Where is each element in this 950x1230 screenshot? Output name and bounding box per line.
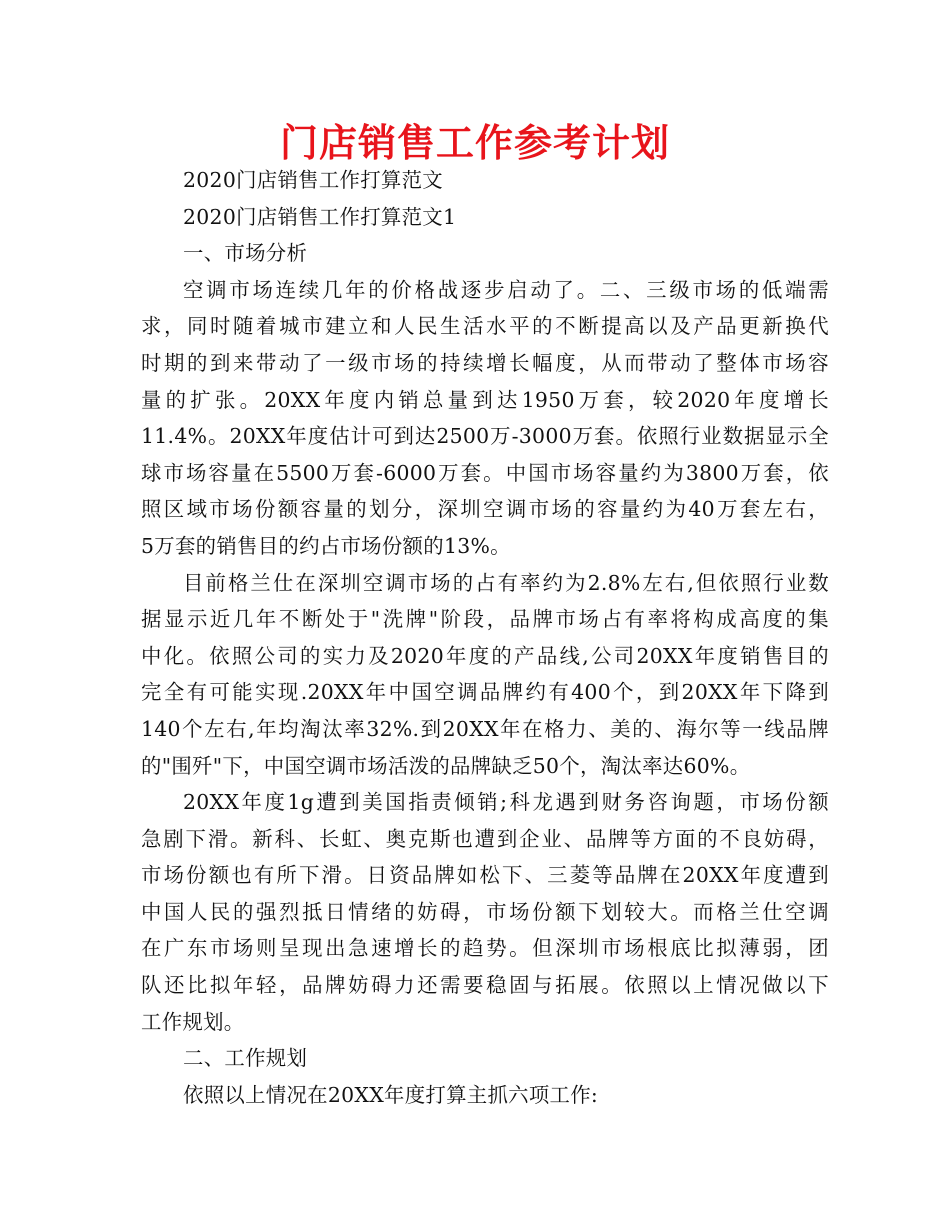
document-body: [141, 162, 829, 1113]
subtitle-line: 2020门店销售工作打算范文1: [183, 204, 457, 229]
paragraph-line: 求，同时随着城市建立和人民生活水平的不断提高以及产品更新换代: [141, 314, 829, 339]
paragraph-line: 在广东市场则呈现出急速增长的趋势。但深圳市场根底比拟薄弱，团: [141, 936, 829, 961]
paragraph-line: 中化。依照公司的实力及2020年度的产品线,公司20XX年度销售目的: [141, 643, 829, 668]
paragraph-line: 球市场容量在5500万套-6000万套。中国市场容量约为3800万套，依: [141, 460, 829, 485]
paragraph-line: 时期的到来带动了一级市场的持续增长幅度，从而带动了整体市场容: [141, 350, 829, 375]
paragraph-line: 完全有可能实现.20XX年中国空调品牌约有400个，到20XX年下降到: [141, 680, 829, 705]
subtitle-line: 2020门店销售工作打算范文: [183, 168, 443, 192]
paragraph-line: 量的扩张。20XX年度内销总量到达1950万套，较2020年度增长: [141, 387, 829, 412]
document-title: 门店销售工作参考计划: [279, 121, 670, 165]
paragraph-line: 急剧下滑。新科、长虹、奥克斯也遭到企业、品牌等方面的不良妨碍，: [141, 826, 829, 851]
paragraph-line: 依照以上情况在20XX年度打算主抓六项工作:: [183, 1082, 599, 1107]
paragraph-line: 市场份额也有所下滑。日资品牌如松下、三菱等品牌在20XX年度遭到: [141, 863, 829, 888]
section-heading: 二、工作规划: [183, 1046, 308, 1071]
paragraph-line: 空调市场连续几年的价格战逐步启动了。二、三级市场的低端需: [183, 277, 829, 302]
paragraph-line: 目前格兰仕在深圳空调市场的占有率约为2.8%左右,但依照行业数: [183, 570, 829, 595]
paragraph-line: 20XX年度1g遭到美国指责倾销;科龙遇到财务咨询题，市场份额: [183, 790, 829, 815]
paragraph-line: 140个左右,年均淘汰率32%.到20XX年在格力、美的、海尔等一线品牌: [141, 716, 829, 741]
paragraph-line: 工作规划。: [141, 1009, 245, 1034]
paragraph-line: 据显示近几年不断处于"洗牌"阶段，品牌市场占有率将构成高度的集: [141, 607, 829, 632]
paragraph-line: 队还比拟年轻，品牌妨碍力还需要稳固与拓展。依照以上情况做以下: [141, 973, 829, 998]
section-heading: 一、市场分析: [183, 241, 308, 266]
paragraph-line: 中国人民的强烈抵日情绪的妨碍，市场份额下划较大。而格兰仕空调: [141, 899, 829, 924]
paragraph-line: 11.4%。20XX年度估计可到达2500万-3000万套。依照行业数据显示全: [141, 424, 829, 449]
paragraph-line: 的"围歼"下，中国空调市场活泼的品牌缺乏50个，淘汰率达60%。: [141, 753, 751, 778]
paragraph-line: 5万套的销售目的约占市场份额的13%。: [141, 533, 511, 558]
paragraph-line: 照区域市场份额容量的划分，深圳空调市场的容量约为40万套左右，: [141, 497, 829, 522]
